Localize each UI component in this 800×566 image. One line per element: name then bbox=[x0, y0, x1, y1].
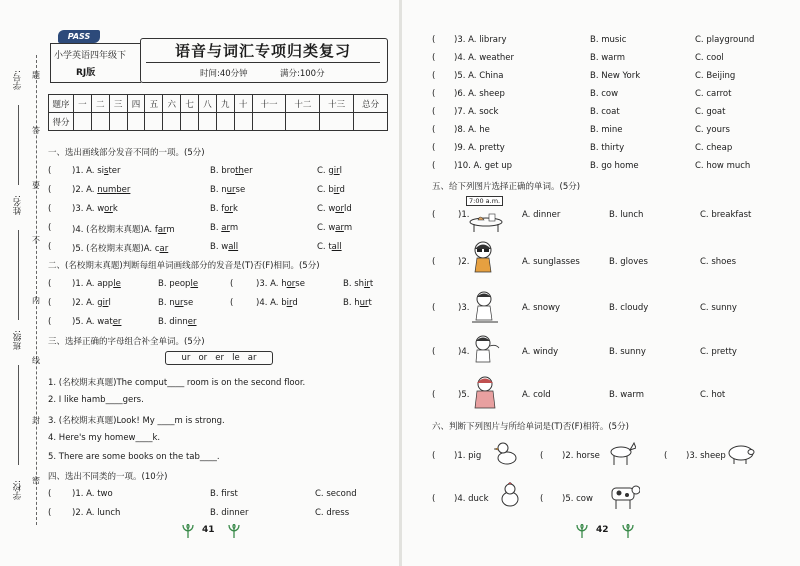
score-cell[interactable] bbox=[74, 113, 92, 131]
score-cell[interactable] bbox=[354, 113, 388, 131]
section3-item[interactable]: 5. There are some books on the tab____. bbox=[48, 452, 220, 462]
section6-item-5[interactable]: )5. cow bbox=[562, 494, 593, 504]
binding-margin: 学号: 姓名: 班级: 学校: 题 答 要 不 内 线 封 密 bbox=[8, 55, 38, 525]
horse-icon bbox=[606, 440, 636, 466]
score-cell[interactable] bbox=[109, 113, 127, 131]
section1-title: 一、选出画线部分发音不同的一项。(5分) bbox=[48, 148, 205, 158]
section4-item[interactable]: )2. A. lunch bbox=[72, 508, 121, 518]
section6-item-2[interactable]: )2. horse bbox=[562, 451, 600, 461]
full-score-label: 满分:100分 bbox=[280, 69, 325, 79]
chicken-icon bbox=[498, 482, 522, 510]
section2-item-1-b[interactable]: B. people bbox=[158, 279, 199, 289]
school-label: 学校: bbox=[13, 480, 23, 500]
score-cell[interactable] bbox=[145, 113, 163, 131]
edition-label: RJ版 bbox=[76, 68, 96, 78]
section2-title: 二、(名校期末真题)判断每组单词画线部分的发音是(T)否(F)相同。(5分) bbox=[48, 261, 320, 271]
score-cell[interactable] bbox=[181, 113, 199, 131]
score-cell[interactable] bbox=[234, 113, 252, 131]
section6-title: 六、判断下列图片与所给单词是(T)否(F)相符。(5分) bbox=[432, 422, 629, 432]
left-page: 学号: 姓名: 班级: 学校: 题 答 要 不 内 线 封 密 PASS 小学英语四年级下 RJ版 语音与词汇专项归类复习 时间:40分钟 满分:100分 题序 一 二 三 四 五 六 七 八 九 十 十一 十二 十三 总分 得分 一、选出画线部分发音不同的一项。(5分) ( )1. A. sister B. brother C. girl ( )2. A. number B. nurse C. bird ( )3. A. work B. fork C. world ( )4. (名校期末真题)A. farm B. arm C. warm ( )5. (名校期末真题)A. car B. wall C. tall 二、(名校期末真题)判断每组单词画线部分的发音是(T)否(F)相同。(5分) ( )1. A. apple B. people ( )3. A. horse B. shirt ( )2. A. girl B. nurse ( )4. A. bird B. hurt ( )5. A. water B. dinner 三、选择正确的字母组合补全单词。(5分) ur or er le ar 1. (名校期末真题)The comput____ room is on the second floor. 2. I like hamb____gers. 3. (名校期末真题)Look! My ____m is strong. 4. Here's my homew____k. 5. There are some books on the tab____. 四、选出不同类的一项。(10分) ( )1. A. two B. first C. second ( )2. A. lunch B. dinner C. dress 41 bbox=[0, 0, 400, 566]
score-cell[interactable] bbox=[91, 113, 109, 131]
plant-icon bbox=[228, 524, 240, 538]
section2-item-5-a[interactable]: )5. A. water bbox=[72, 317, 122, 327]
section2-item-5-b[interactable]: B. dinner bbox=[158, 317, 197, 327]
score-cell[interactable] bbox=[320, 113, 354, 131]
score-cell[interactable] bbox=[216, 113, 234, 131]
duck-icon bbox=[494, 440, 518, 466]
student-number-label: 学号: bbox=[13, 70, 23, 90]
section2-item-2-b[interactable]: B. nurse bbox=[158, 298, 194, 308]
pig-icon bbox=[726, 442, 756, 464]
section2-item-1-a[interactable]: )1. A. apple bbox=[72, 279, 121, 289]
section2-item-4-a[interactable]: )4. A. bird bbox=[256, 298, 298, 308]
boy-windy-weather-icon bbox=[470, 334, 500, 368]
section4-title: 四、选出不同类的一项。(10分) bbox=[48, 472, 168, 482]
section3-item[interactable]: 3. (名校期末真题)Look! My ____m is strong. bbox=[48, 416, 225, 426]
section3-item[interactable]: 2. I like hamb____gers. bbox=[48, 395, 144, 405]
plant-icon bbox=[622, 524, 634, 538]
section6-item-1[interactable]: )1. pig bbox=[454, 451, 482, 461]
section2-item-3-a[interactable]: )3. A. horse bbox=[256, 279, 305, 289]
grade-label: 小学英语四年级下 bbox=[54, 51, 127, 61]
score-cell[interactable] bbox=[252, 113, 286, 131]
section2-item-4-b[interactable]: B. hurt bbox=[343, 298, 372, 308]
section4-item[interactable]: )1. A. two bbox=[72, 489, 113, 499]
score-cell[interactable] bbox=[127, 113, 145, 131]
girl-winter-coat-icon bbox=[472, 375, 498, 411]
cow-icon bbox=[608, 482, 640, 510]
page-title: 语音与词汇专项归类复习 bbox=[174, 42, 351, 60]
plant-icon bbox=[576, 524, 588, 538]
header bbox=[50, 34, 386, 84]
right-page: ( )3. A. library B. music C. playground ( )4. A. weather B. warm C. cool ( )5. A. China B. New York C. Beijing ( )6. A. sheep B. cow C. carrot ( )7. A. sock B. coat C. goat ( )8. A. he B. mine C. yours ( )9. A. pretty B. thirty C. cheap ( )10. A. get up B. go home C. how much 五、给下列图片选择正确的单词。(5分) ( )1. 7:00 a.m. A. dinner B. lunch C. breakfast ( )2. A. sunglasses B. gloves C. shoes ( )3. A. snowy B. cloudy C. sunny ( )4. A. windy B. sunny C. pretty ( )5. A. cold B. warm C. hot 六、判断下列图片与所给单词是(T)否(F)相符。(5分) ( )1. pig ( )2. horse ( )3. sheep ( )4. duck ( )5. cow 42 bbox=[402, 0, 800, 566]
section5-title: 五、给下列图片选择正确的单词。(5分) bbox=[432, 182, 581, 192]
time-label: 时间:40分钟 bbox=[200, 69, 248, 79]
letter-options-box: ur or er le ar bbox=[165, 351, 273, 365]
section3-item[interactable]: 1. (名校期末真题)The comput____ room is on the second floor. bbox=[48, 378, 306, 388]
section6-item-4[interactable]: )4. duck bbox=[454, 494, 489, 504]
score-cell[interactable] bbox=[163, 113, 181, 131]
score-cell[interactable] bbox=[286, 113, 320, 131]
girl-sunglasses-icon bbox=[470, 240, 496, 276]
name-label: 姓名: bbox=[13, 195, 23, 215]
score-cell[interactable] bbox=[199, 113, 217, 131]
section2-item-2-a[interactable]: )2. A. girl bbox=[72, 298, 111, 308]
score-table: 题序 一 二 三 四 五 六 七 八 九 十 十一 十二 十三 总分 得分 bbox=[48, 94, 388, 131]
plant-icon bbox=[182, 524, 194, 538]
section6-item-3[interactable]: )3. sheep bbox=[686, 451, 726, 461]
class-label: 班级: bbox=[13, 330, 23, 350]
pass-logo: PASS bbox=[58, 30, 100, 43]
section3-title: 三、选择正确的字母组合补全单词。(5分) bbox=[48, 337, 205, 347]
boy-sunny-weather-icon bbox=[470, 290, 500, 324]
section3-item[interactable]: 4. Here's my homew____k. bbox=[48, 433, 161, 443]
breakfast-table-icon bbox=[468, 206, 504, 232]
section2-item-3-b[interactable]: B. shirt bbox=[343, 279, 374, 289]
clock-time-label: 7:00 a.m. bbox=[466, 196, 503, 206]
